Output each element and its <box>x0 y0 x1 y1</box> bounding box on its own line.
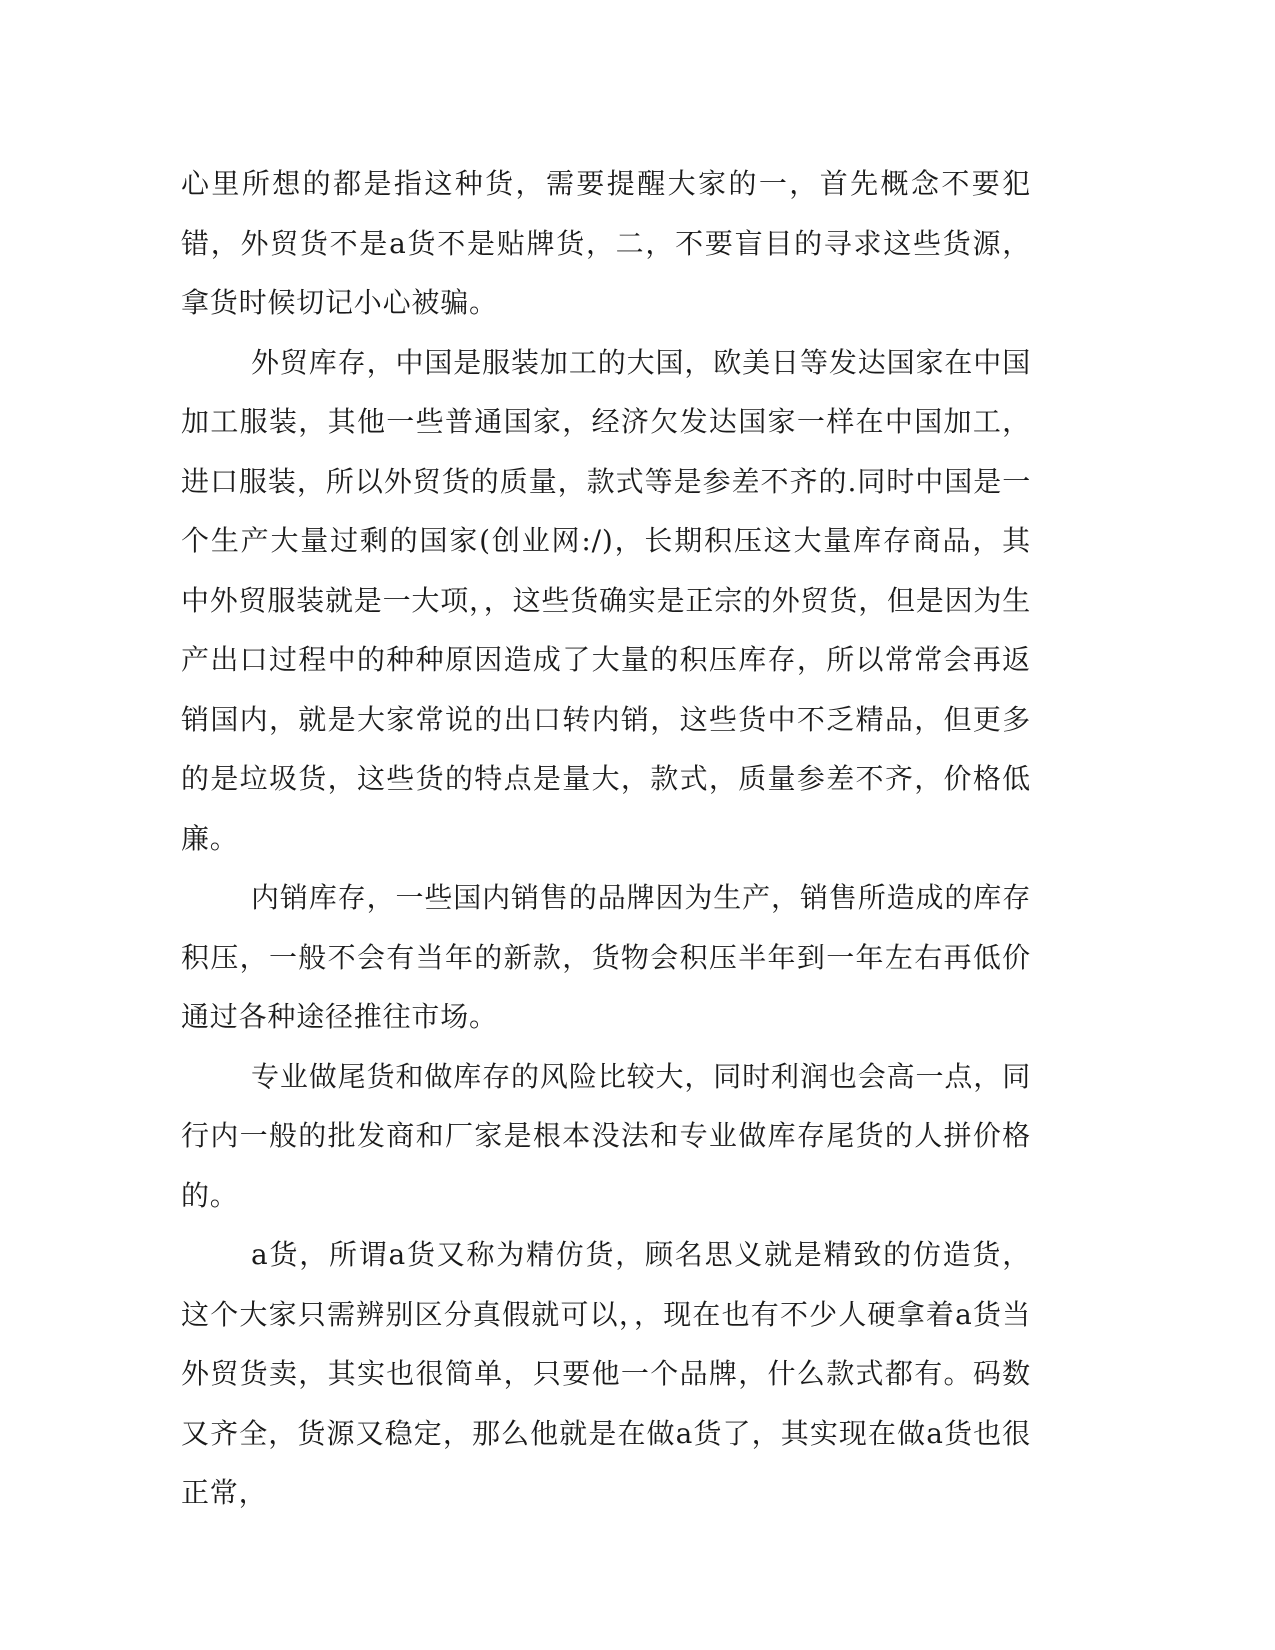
paragraph-domestic-stock: 内销库存，一些国内销售的品牌因为生产，销售所造成的库存积压，一般不会有当年的新款，货物会积压半年到一年左右再低价通过各种途径推往市场。 <box>181 881 1031 1033</box>
paragraph-foreign-trade-stock: 外贸库存，中国是服装加工的大国，欧美日等发达国家在中国加工服装，其他一些普通国家，经济欠发达国家一样在中国加工，进口服装，所以外贸货的质量，款式等是参差不齐的.同时中国是一个生产大量过剩的国家(创业网:/)，长期积压这大量库存商品，其中外贸服装就是一大项，，这些货确实是正宗的外贸货，但是因为生产出口过程中的种种原因造成了大量的积压库存，所以常常会再返销国内，就是大家常说的出口转内销，这些货中不乏精品，但更多的是垃圾货，这些货的特点是量大，款式，质量参差不齐，价格低廉。 <box>181 345 1032 855</box>
body-text <box>181 154 1031 1523</box>
paragraph-tail-goods-risk: 专业做尾货和做库存的风险比较大，同时利润也会高一点，同行内一般的批发商和厂家是根本没法和专业做库存尾货的人拼价格的。 <box>181 1059 1031 1212</box>
paragraph-continuation: 心里所想的都是指这种货，需要提醒大家的一，首先概念不要犯错，外贸货不是a货不是贴牌货，二，不要盲目的寻求这些货源，拿货时候切记小心被骗。 <box>181 167 1031 319</box>
paragraph-a-goods: a货，所谓a货又称为精仿货，顾名思义就是精致的仿造货，这个大家只需辨别区分真假就可以，，现在也有不少人硬拿着a货当外贸货卖，其实也很简单，只要他一个品牌，什么款式都有。码数又齐全，货源又稳定，那么他就是在做a货了，其实现在做a货也很正常， <box>181 1238 1031 1509</box>
